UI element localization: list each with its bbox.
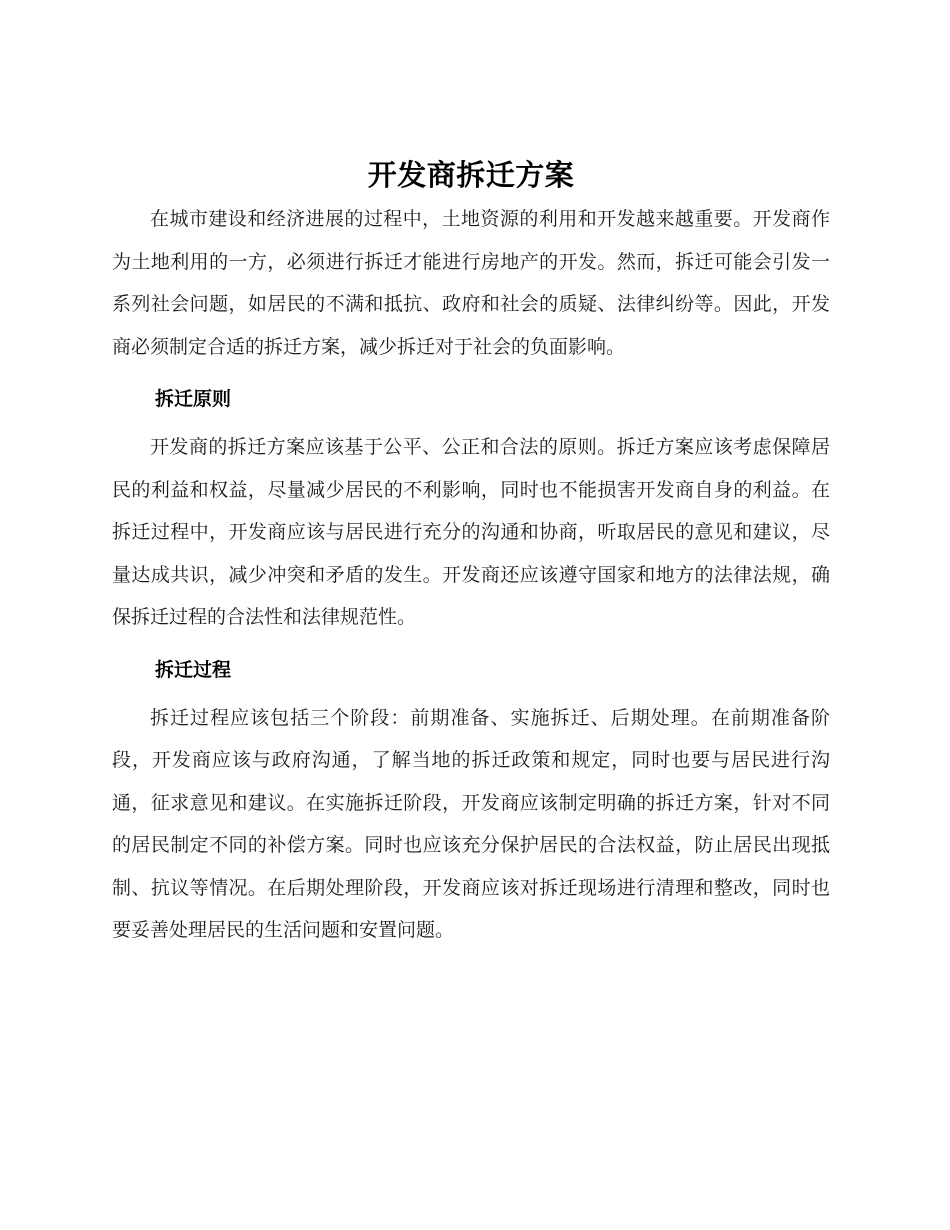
section-body-principles: 开发商的拆迁方案应该基于公平、公正和合法的原则。拆迁方案应该考虑保障居民的利益和权益，尽量减少居民的不利影响，同时也不能损害开发商自身的利益。在拆迁过程中，开发商应该与居民进行充分的沟通和协商，听取居民的意见和建议，尽量达成共识，减少冲突和矛盾的发生。开发商还应该遵守国家和地方的法律法规，确保拆迁过程的合法性和法律规范性。	[112, 436, 830, 628]
section-heading-process: 拆迁过程	[155, 658, 232, 681]
section-body-process: 拆迁过程应该包括三个阶段：前期准备、实施拆迁、后期处理。在前期准备阶段，开发商应该与政府沟通，了解当地的拆迁政策和规定，同时也要与居民进行沟通，征求意见和建议。在实施拆迁阶段，开发商应该制定明确的拆迁方案，针对不同的居民制定不同的补偿方案。同时也应该充分保护居民的合法权益，防止居民出现抵制、抗议等情况。在后期处理阶段，开发商应该对拆迁现场进行清理和整改，同时也要妥善处理居民的生活问题和安置问题。	[112, 706, 830, 941]
spacer	[112, 368, 830, 378]
spacer	[112, 639, 830, 649]
document-page	[112, 152, 830, 952]
document-title: 开发商拆迁方案	[367, 158, 575, 192]
section-heading-principles: 拆迁原则	[155, 388, 232, 410]
intro-paragraph: 在城市建设和经济进展的过程中，土地资源的利用和开发越来越重要。开发商作为土地利用的一方，必须进行拆迁才能进行房地产的开发。然而，拆迁可能会引发一系列社会问题，如居民的不满和抵抗、政府和社会的质疑、法律纠纷等。因此，开发商必须制定合适的拆迁方案，减少拆迁对于社会的负面影响。	[112, 208, 830, 358]
